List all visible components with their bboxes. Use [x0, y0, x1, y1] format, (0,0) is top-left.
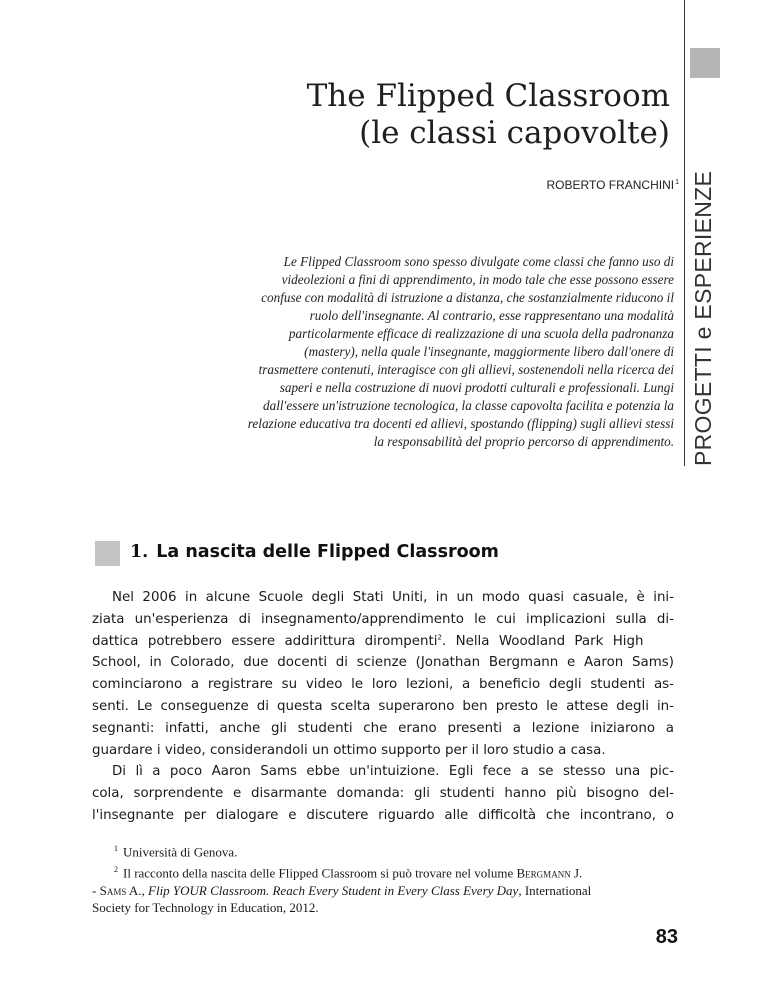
- page-number: 83: [655, 926, 678, 948]
- footnote-2-text: , International: [518, 882, 592, 898]
- footnote-2-number: 2: [114, 864, 118, 874]
- body-line: Nel 2006 in alcune Scuole degli Stati Uniti, in un modo quasi casuale, è ini-: [112, 590, 674, 605]
- section-marker-box: [690, 48, 720, 78]
- abstract: [214, 253, 674, 451]
- abstract-line: dall'essere un'istruzione tecnologica, la classe capovolta facilita e potenzia la: [263, 398, 674, 413]
- title-line-2: (le classi capovolte): [359, 115, 670, 151]
- section-heading-box: [95, 541, 120, 566]
- footnote-2-line-2: [92, 882, 674, 900]
- author-byline: [547, 178, 679, 192]
- footnote-2-text: J.: [570, 865, 583, 881]
- footnote-2-line-3: Society for Technology in Education, 2012.: [92, 900, 319, 916]
- body-line: guardare i video, considerandoli un ottimo supporto per il loro studio a casa.: [92, 742, 606, 758]
- abstract-line: saperi e nella costruzione di nuovi prodotti culturali e professionali. Lungi: [279, 380, 674, 395]
- abstract-line: confuse con modalità di istruzione a distanza, che sostanzialmente riducono il: [261, 290, 674, 305]
- body-line: Di lì a poco Aaron Sams ebbe un'intuizione. Egli fece a se stesso una pic-: [112, 764, 674, 780]
- author-name: ROBERTO FRANCHINI: [546, 178, 675, 192]
- footnotes: [92, 840, 674, 917]
- body-line: School, in Colorado, due docenti di scienze (Jonathan Bergmann e Aaron Sams): [92, 655, 674, 671]
- section-number: 1.: [130, 542, 149, 562]
- footnote-2-mark: 2: [437, 633, 442, 642]
- abstract-line: relazione educativa tra docenti ed allievi, spostando (flipping) sugli allievi stessi: [247, 416, 674, 431]
- body-line-with-note: [92, 631, 674, 653]
- footnote-1-number: 1: [114, 844, 118, 853]
- footnote-2-text: A.,: [126, 882, 149, 898]
- footnote-2-text: -: [92, 882, 100, 898]
- body-line: ziata un'esperienza di insegnamento/apprendimento le cui implicazioni sulla di-: [92, 611, 674, 627]
- body-line: l'insegnante per dialogare e discutere riguardo alle difficoltà che incontrano, o: [92, 807, 674, 823]
- footnote-2-text: Il racconto della nascita delle Flipped Classroom si può trovare nel volume: [123, 865, 517, 881]
- body-line: cominciarono a registrare su video le loro lezioni, a beneficio degli studenti as-: [92, 677, 674, 693]
- title-line-1: The Flipped Classroom: [306, 78, 670, 114]
- body-line: cola, sorprendente e disarmante domanda: gli studenti hanno più bisogno del-: [92, 786, 674, 802]
- abstract-line: trasmettere contenuti, interagisce con gli allievi, sostenendoli nella ricerca dei: [258, 362, 674, 377]
- body-line: segnanti: infatti, anche gli studenti che erano presenti a lezione iniziarono a: [92, 720, 674, 736]
- abstract-line: particolarmente efficace di realizzazione di una scuola della padronanza: [288, 326, 674, 341]
- body-paragraphs: [92, 587, 674, 827]
- footnote-1-text: Università di Genova.: [123, 844, 238, 860]
- footnote-2: [92, 861, 674, 882]
- body-line: senti. Le conseguenze di questa scelta superarono ben presto le attese degli in-: [92, 698, 674, 714]
- margin-rule: [684, 0, 685, 466]
- footnote-1: [92, 840, 674, 861]
- running-section-label: PROGETTI e ESPERIENZE: [690, 170, 716, 466]
- footnote-2-book-title: Flip YOUR Classroom. Reach Every Student in Every Class Every Day: [148, 882, 519, 898]
- abstract-line: Le Flipped Classroom sono spesso divulgate come classi che fanno uso di: [283, 254, 674, 269]
- article-title: [150, 78, 670, 152]
- footnote-2-author-2: Sams: [99, 882, 127, 898]
- abstract-line: ruolo dell'insegnante. Al contrario, esse rappresentano una modalità: [309, 308, 674, 323]
- author-footnote-mark: 1: [675, 179, 679, 186]
- footnote-2-author-1: Bergmann: [516, 865, 571, 881]
- body-line-part: dattica potrebbero essere addirittura dirompenti: [92, 633, 438, 649]
- body-line-part: . Nella Woodland Park High: [441, 633, 644, 649]
- abstract-line: videolezioni a fini di apprendimento, in modo tale che esse possono essere: [281, 272, 674, 287]
- abstract-line: (mastery), nella quale l'insegnante, maggiormente libero dall'onere di: [304, 344, 674, 359]
- abstract-line: la responsabilità del proprio percorso di apprendimento.: [373, 434, 674, 449]
- section-title: La nascita delle Flipped Classroom: [156, 542, 499, 562]
- section-heading: [130, 542, 499, 562]
